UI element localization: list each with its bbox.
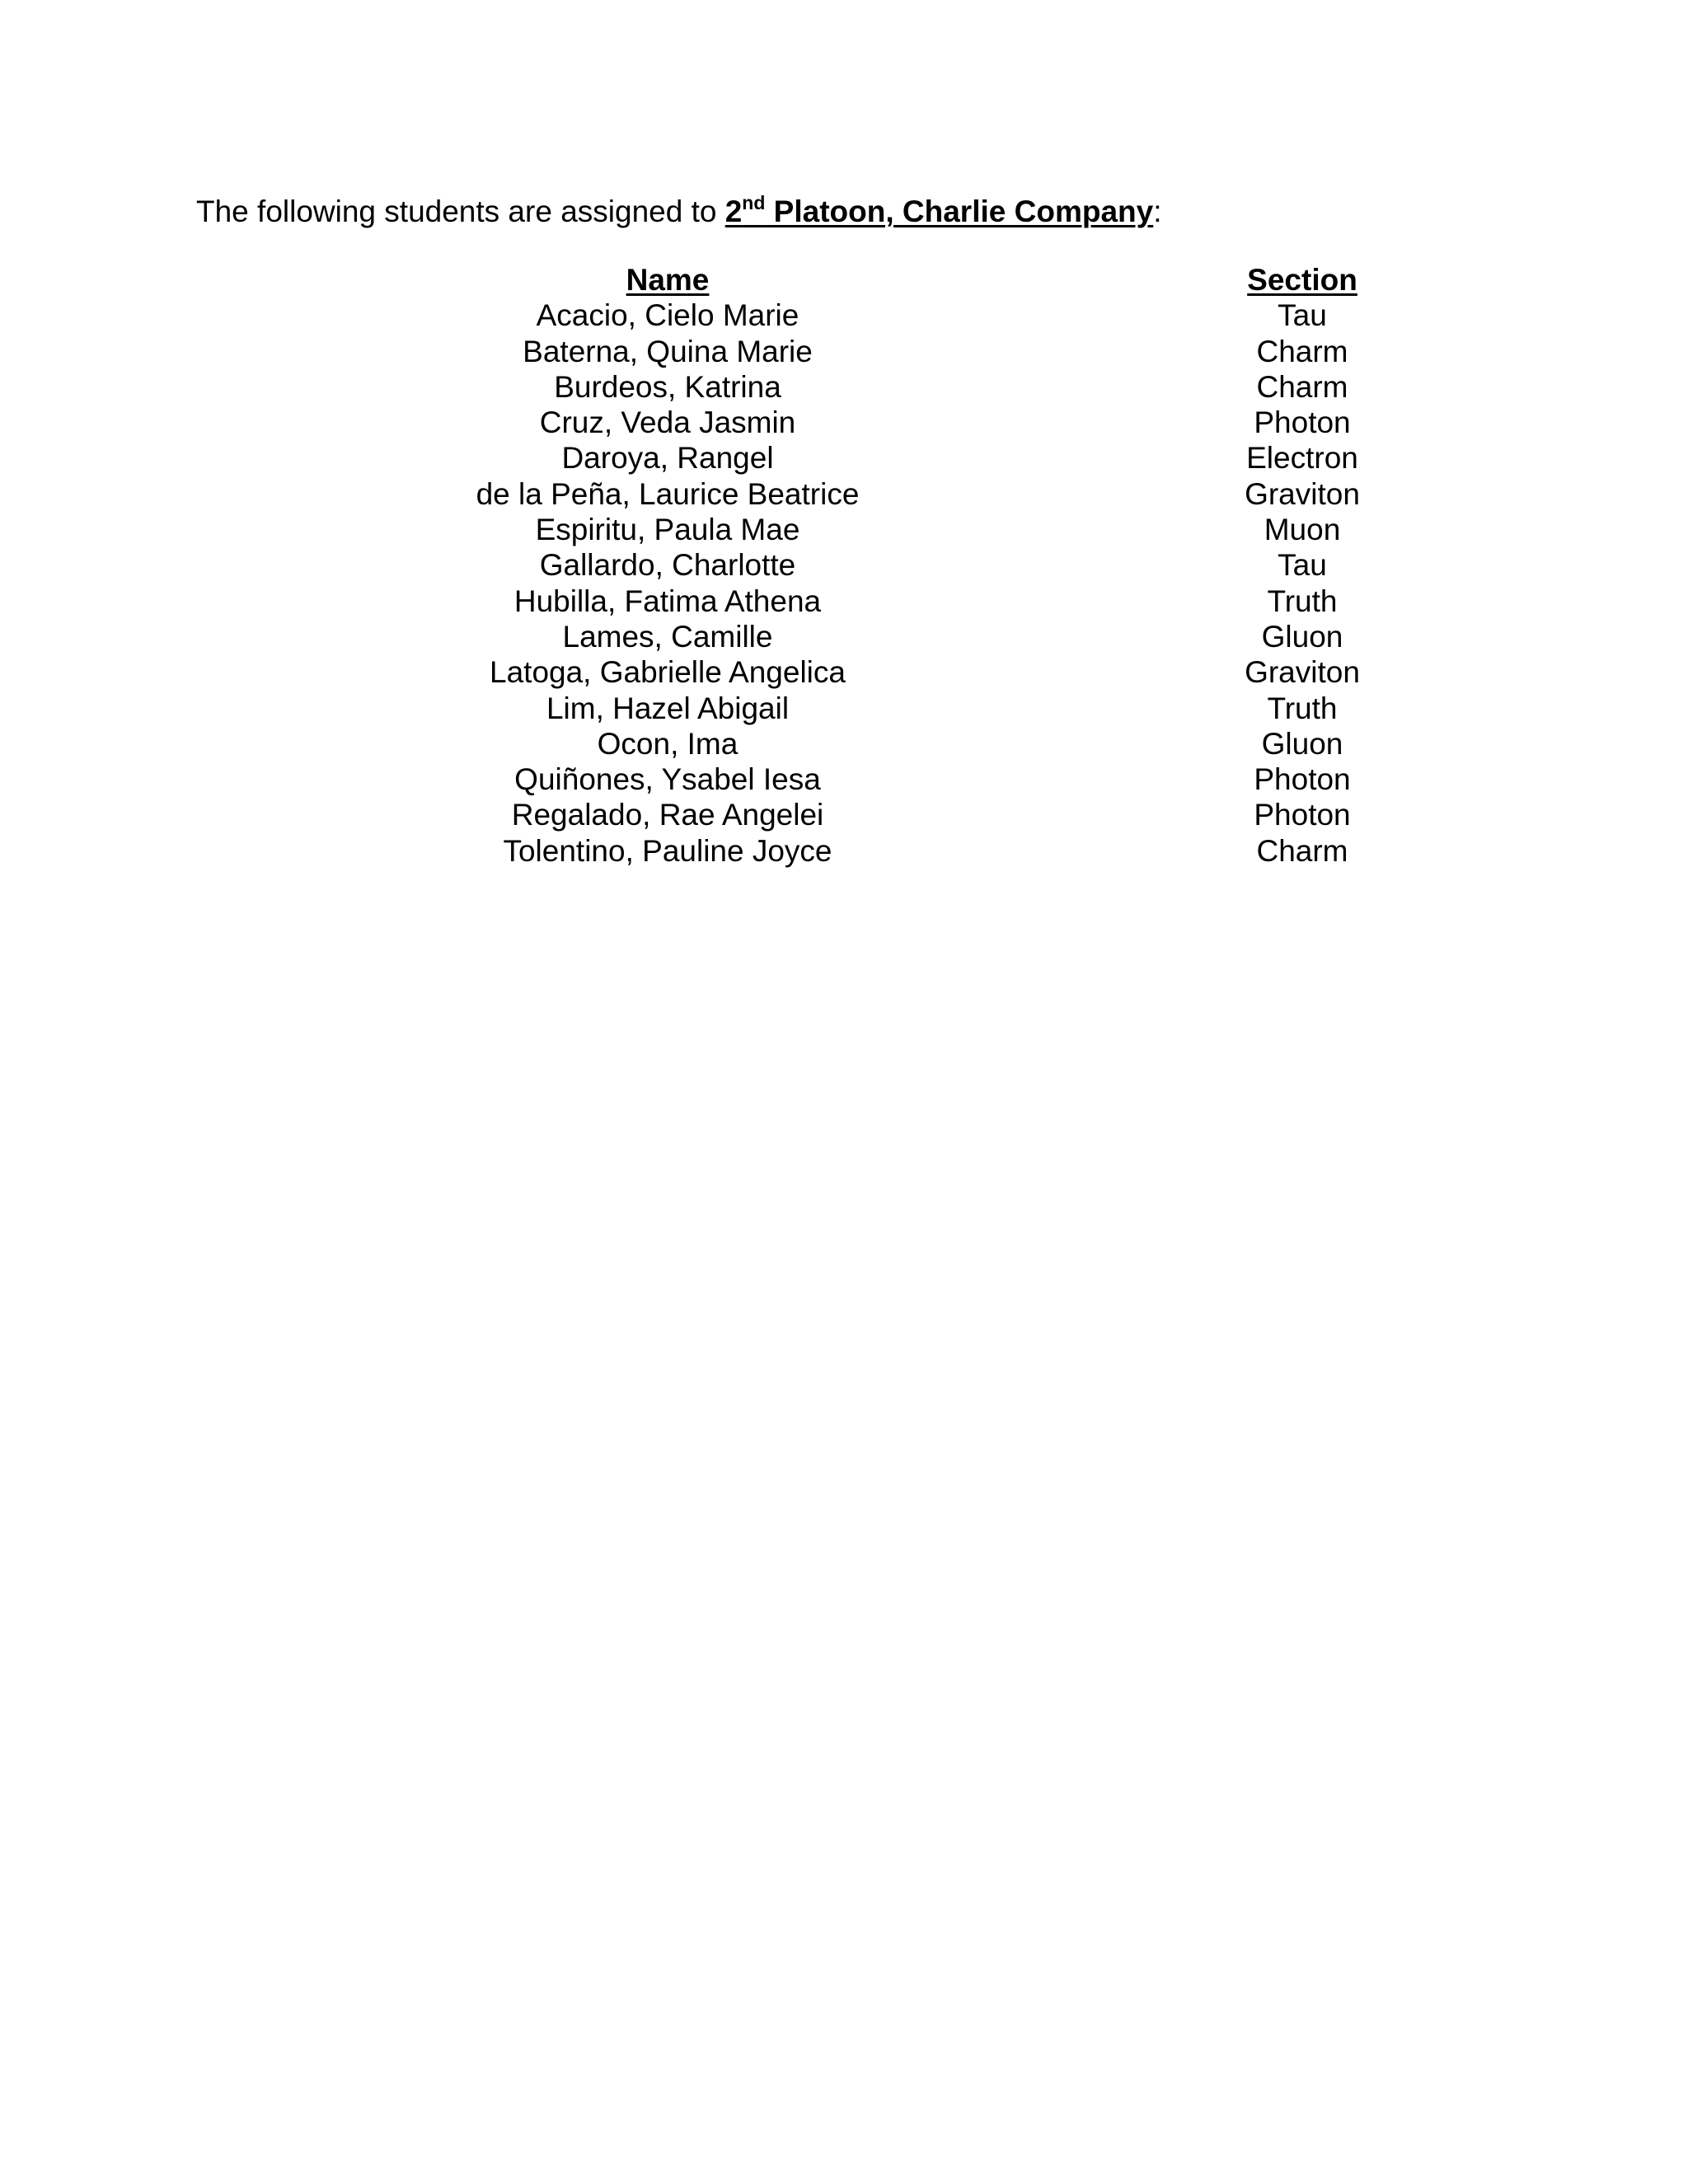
table-row: [412, 298, 1681, 333]
student-name: Tolentino, Pauline Joyce: [503, 833, 832, 868]
student-name: Cruz, Veda Jasmin: [539, 405, 796, 440]
student-section: Truth: [1267, 583, 1338, 618]
table-row: [412, 440, 1681, 476]
student-name: Gallardo, Charlotte: [539, 548, 796, 583]
table-row: [412, 691, 1681, 726]
header-row: [412, 262, 1681, 298]
student-name: Ocon, Ima: [597, 726, 738, 761]
student-name: Espiritu, Paula Mae: [535, 513, 800, 547]
student-section: Photon: [1254, 798, 1351, 832]
student-section: Charm: [1256, 369, 1348, 404]
assignment-unit: [724, 191, 1154, 228]
student-section: Tau: [1278, 298, 1327, 333]
student-name: Acacio, Cielo Marie: [536, 298, 799, 333]
table-row: [412, 583, 1681, 619]
student-name: Regalado, Rae Angelei: [511, 798, 824, 832]
roster-body: [412, 298, 1681, 869]
column-header-section: Section: [1247, 263, 1357, 297]
student-roster-table: [412, 262, 1681, 869]
student-section: Gluon: [1261, 726, 1343, 761]
table-row: [412, 369, 1681, 405]
student-section: Photon: [1254, 405, 1351, 440]
table-row: [412, 512, 1681, 547]
column-header-name: Name: [626, 263, 710, 297]
student-name: Lim, Hazel Abigail: [546, 691, 790, 725]
table-row: [412, 547, 1681, 583]
table-row: [412, 334, 1681, 369]
student-name: Daroya, Rangel: [561, 441, 774, 476]
student-section: Electron: [1246, 441, 1358, 476]
student-name: Lames, Camille: [562, 619, 773, 654]
student-name: Quiñones, Ysabel Iesa: [514, 762, 821, 797]
ordinal-suffix: nd: [742, 191, 766, 213]
student-section: Charm: [1256, 334, 1348, 368]
intro-suffix: :: [1153, 194, 1162, 228]
unit-name: Platoon, Charlie Company: [765, 194, 1154, 228]
student-section: Gluon: [1261, 619, 1343, 654]
student-section: Graviton: [1245, 476, 1360, 511]
table-row: [412, 619, 1681, 654]
student-name: Hubilla, Fatima Athena: [513, 583, 822, 618]
table-row: [412, 833, 1681, 869]
roster-header: [412, 262, 1681, 298]
ordinal-number: 2: [724, 194, 743, 228]
student-section: Muon: [1264, 513, 1341, 547]
student-name: Baterna, Quina Marie: [523, 334, 813, 368]
student-section: Truth: [1267, 691, 1338, 725]
student-section: Tau: [1278, 548, 1327, 583]
student-section: Photon: [1254, 762, 1351, 797]
table-row: [412, 797, 1681, 832]
table-row: [412, 476, 1681, 512]
table-row: [412, 762, 1681, 797]
intro-sentence: [196, 191, 1161, 232]
student-name: de la Peña, Laurice Beatrice: [476, 476, 860, 511]
student-name: Burdeos, Katrina: [554, 369, 781, 404]
table-row: [412, 654, 1681, 690]
student-section: Graviton: [1245, 655, 1360, 690]
table-row: [412, 726, 1681, 762]
student-name: Latoga, Gabrielle Angelica: [490, 655, 846, 690]
intro-prefix: The following students are assigned to: [196, 194, 725, 228]
student-section: Charm: [1256, 833, 1348, 868]
table-row: [412, 405, 1681, 440]
